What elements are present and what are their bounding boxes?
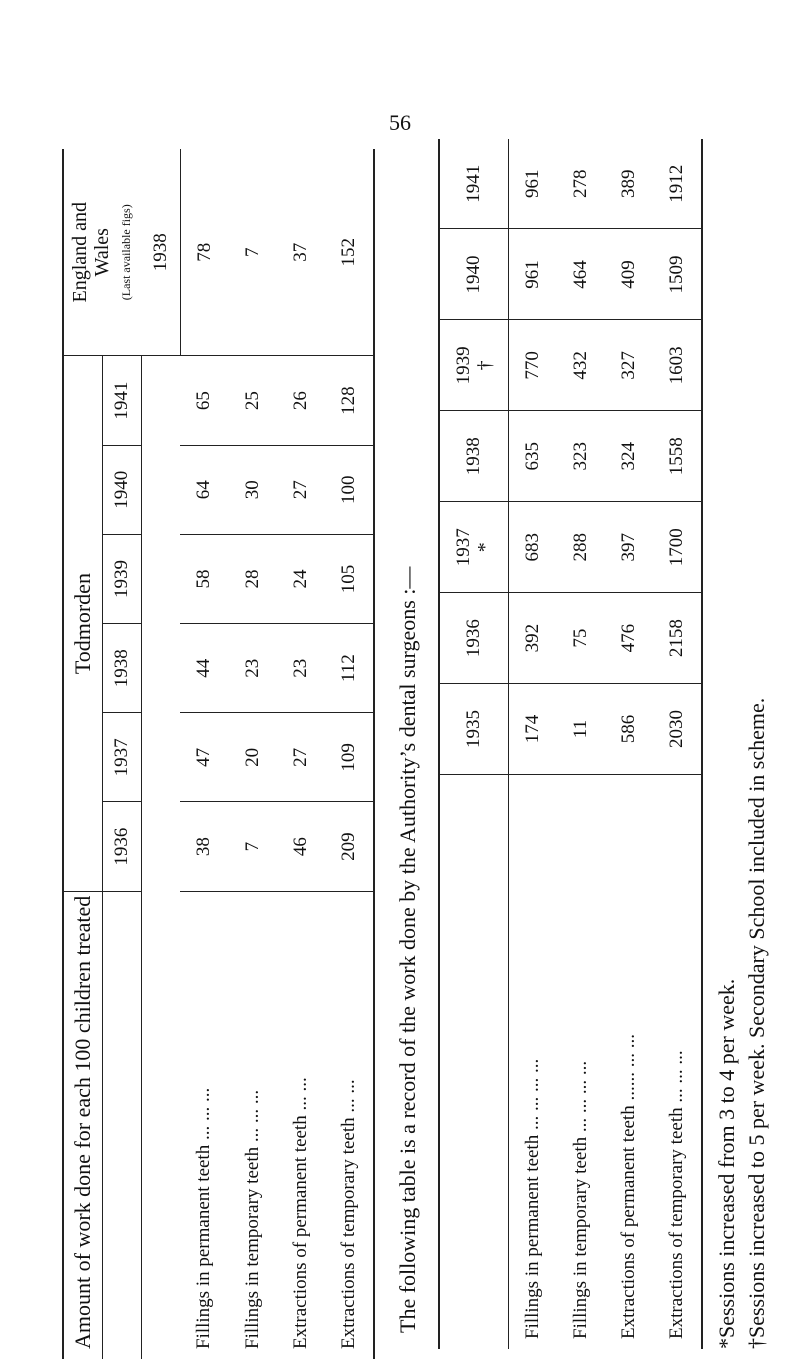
table-row bbox=[229, 149, 277, 1359]
value-cell: 27 bbox=[277, 445, 325, 534]
leader-dots: ... ... ... bbox=[570, 1060, 591, 1114]
footnotes bbox=[712, 698, 772, 1349]
table-row bbox=[180, 149, 229, 1359]
year-text: 1941 bbox=[463, 164, 484, 203]
value-cell: 2030 bbox=[653, 684, 702, 775]
footnote-mark: * bbox=[474, 542, 496, 553]
table-row bbox=[605, 139, 653, 1349]
table1-year-spacer bbox=[103, 891, 142, 1359]
value-cell: 1603 bbox=[653, 320, 702, 411]
year-cell: 1941 bbox=[103, 356, 142, 445]
year-text: 1939 bbox=[453, 346, 474, 385]
year-cell: 1938 bbox=[103, 624, 142, 713]
table2-year-row bbox=[439, 139, 509, 1349]
year-cell bbox=[439, 411, 509, 502]
year-cell: 1936 bbox=[103, 802, 142, 891]
row-label-text: Fillings in permanent teeth ... bbox=[522, 1115, 543, 1339]
value-cell: 323 bbox=[557, 411, 605, 502]
year-cell: 1939 bbox=[103, 534, 142, 623]
value-cell: 288 bbox=[557, 502, 605, 593]
ew-note: (Last available figs) bbox=[118, 204, 133, 301]
value-cell: 464 bbox=[557, 229, 605, 320]
ew-line1: England and bbox=[68, 201, 91, 303]
row-label bbox=[653, 775, 702, 1350]
value-cell: 327 bbox=[605, 320, 653, 411]
value-cell: 30 bbox=[229, 445, 277, 534]
leader-dots: ... ... bbox=[337, 1079, 359, 1113]
spacer bbox=[142, 356, 181, 891]
value-cell: 109 bbox=[325, 713, 374, 802]
todmorden-group-header: Todmorden bbox=[63, 356, 103, 891]
row-label-text: Extractions of permanent teeth bbox=[618, 1105, 639, 1339]
value-cell: 112 bbox=[325, 624, 374, 713]
value-cell: 75 bbox=[557, 593, 605, 684]
value-cell: 37 bbox=[277, 149, 325, 356]
footnote-mark: † bbox=[474, 360, 496, 371]
value-cell: 397 bbox=[605, 502, 653, 593]
children-treated-table-block bbox=[62, 149, 375, 1359]
year-cell bbox=[439, 139, 509, 229]
table-row bbox=[557, 139, 605, 1349]
dental-surgeons-table bbox=[438, 139, 703, 1349]
value-cell: 392 bbox=[509, 593, 558, 684]
value-cell: 11 bbox=[557, 684, 605, 775]
value-cell: 44 bbox=[180, 624, 229, 713]
value-cell: 1558 bbox=[653, 411, 702, 502]
table-row bbox=[277, 149, 325, 1359]
leader-dots: ... ... ... bbox=[522, 1058, 543, 1112]
leader-dots: ... ... ... bbox=[666, 1050, 687, 1103]
value-cell: 1912 bbox=[653, 139, 702, 229]
value-cell: 961 bbox=[509, 139, 558, 229]
value-cell: 586 bbox=[605, 684, 653, 775]
value-cell: 100 bbox=[325, 445, 374, 534]
value-cell: 209 bbox=[325, 802, 374, 891]
year-cell bbox=[439, 229, 509, 320]
value-cell: 1700 bbox=[653, 502, 702, 593]
table1-header-label: Amount of work done for each 100 children treated bbox=[63, 891, 103, 1359]
row-label-text: Extractions of temporary teeth bbox=[666, 1107, 687, 1339]
row-label bbox=[277, 891, 325, 1359]
table1-header-row bbox=[63, 149, 103, 1359]
value-cell: 1509 bbox=[653, 229, 702, 320]
value-cell: 2158 bbox=[653, 593, 702, 684]
value-cell: 64 bbox=[180, 445, 229, 534]
value-cell: 25 bbox=[229, 356, 277, 445]
year-text: 1936 bbox=[463, 619, 484, 658]
row-label bbox=[509, 775, 558, 1350]
value-cell: 770 bbox=[509, 320, 558, 411]
year-text: 1940 bbox=[463, 255, 484, 294]
value-cell: 432 bbox=[557, 320, 605, 411]
row-label bbox=[605, 775, 653, 1350]
value-cell: 47 bbox=[180, 713, 229, 802]
row-label bbox=[557, 775, 605, 1350]
row-label bbox=[180, 891, 229, 1359]
year-text: 1938 bbox=[463, 437, 484, 476]
value-cell: 26 bbox=[277, 356, 325, 445]
england-wales-header bbox=[63, 149, 142, 356]
value-cell: 961 bbox=[509, 229, 558, 320]
value-cell: 46 bbox=[277, 802, 325, 891]
table1-ew-year-row bbox=[142, 149, 181, 1359]
value-cell: 24 bbox=[277, 534, 325, 623]
value-cell: 23 bbox=[277, 624, 325, 713]
year-cell bbox=[439, 593, 509, 684]
table2-header-spacer bbox=[439, 775, 509, 1350]
children-treated-table bbox=[62, 149, 375, 1359]
row-label-text: Extractions of permanent teeth bbox=[289, 1115, 311, 1349]
table-row bbox=[653, 139, 702, 1349]
value-cell: 20 bbox=[229, 713, 277, 802]
value-cell: 28 bbox=[229, 534, 277, 623]
value-cell: 389 bbox=[605, 139, 653, 229]
value-cell: 635 bbox=[509, 411, 558, 502]
value-cell: 683 bbox=[509, 502, 558, 593]
year-cell bbox=[439, 502, 509, 593]
value-cell: 174 bbox=[509, 684, 558, 775]
footnote-sessions-4: *Sessions increased from 3 to 4 per week. bbox=[714, 978, 739, 1349]
value-cell: 58 bbox=[180, 534, 229, 623]
footnote-sessions-5: †Sessions increased to 5 per week. Secondary School included in scheme. bbox=[744, 697, 769, 1349]
table-row bbox=[325, 149, 374, 1359]
value-cell: 7 bbox=[229, 802, 277, 891]
value-cell: 23 bbox=[229, 624, 277, 713]
leader-dots: ... ... bbox=[289, 1077, 311, 1111]
value-cell: 278 bbox=[557, 139, 605, 229]
value-cell: 324 bbox=[605, 411, 653, 502]
spacer bbox=[142, 891, 181, 1359]
year-cell bbox=[439, 320, 509, 411]
row-label-text: Fillings in temporary teeth ... bbox=[570, 1117, 591, 1339]
year-text: 1935 bbox=[463, 710, 484, 749]
dental-surgeons-table-block bbox=[438, 139, 703, 1349]
year-cell: 1940 bbox=[103, 445, 142, 534]
year-cell: 1938 bbox=[142, 149, 181, 356]
value-cell: 105 bbox=[325, 534, 374, 623]
value-cell: 65 bbox=[180, 356, 229, 445]
leader-dots: ...... ... ... bbox=[618, 1034, 639, 1101]
value-cell: 27 bbox=[277, 713, 325, 802]
value-cell: 78 bbox=[180, 149, 229, 356]
year-text: 1937 bbox=[453, 528, 474, 567]
leader-dots: ... ... bbox=[193, 1087, 215, 1122]
row-label bbox=[229, 891, 277, 1359]
value-cell: 476 bbox=[605, 593, 653, 684]
row-label bbox=[325, 891, 374, 1359]
value-cell: 128 bbox=[325, 356, 374, 445]
value-cell: 38 bbox=[180, 802, 229, 891]
row-label-text: Extractions of temporary teeth bbox=[337, 1117, 359, 1349]
year-cell bbox=[439, 684, 509, 775]
row-label-text: Fillings in temporary teeth ... bbox=[241, 1127, 263, 1349]
value-cell: 7 bbox=[229, 149, 277, 356]
value-cell: 409 bbox=[605, 229, 653, 320]
table-caption: The following table is a record of the work done by the Authority’s dental surgeons :— bbox=[395, 566, 420, 1333]
value-cell: 152 bbox=[325, 149, 374, 356]
page-number: 56 bbox=[389, 110, 411, 135]
row-label-text: Fillings in permanent teeth ... bbox=[193, 1125, 215, 1349]
ew-line2: Wales bbox=[90, 228, 113, 277]
year-cell: 1937 bbox=[103, 713, 142, 802]
table-row bbox=[509, 139, 558, 1349]
leader-dots: ... ... bbox=[241, 1089, 263, 1124]
